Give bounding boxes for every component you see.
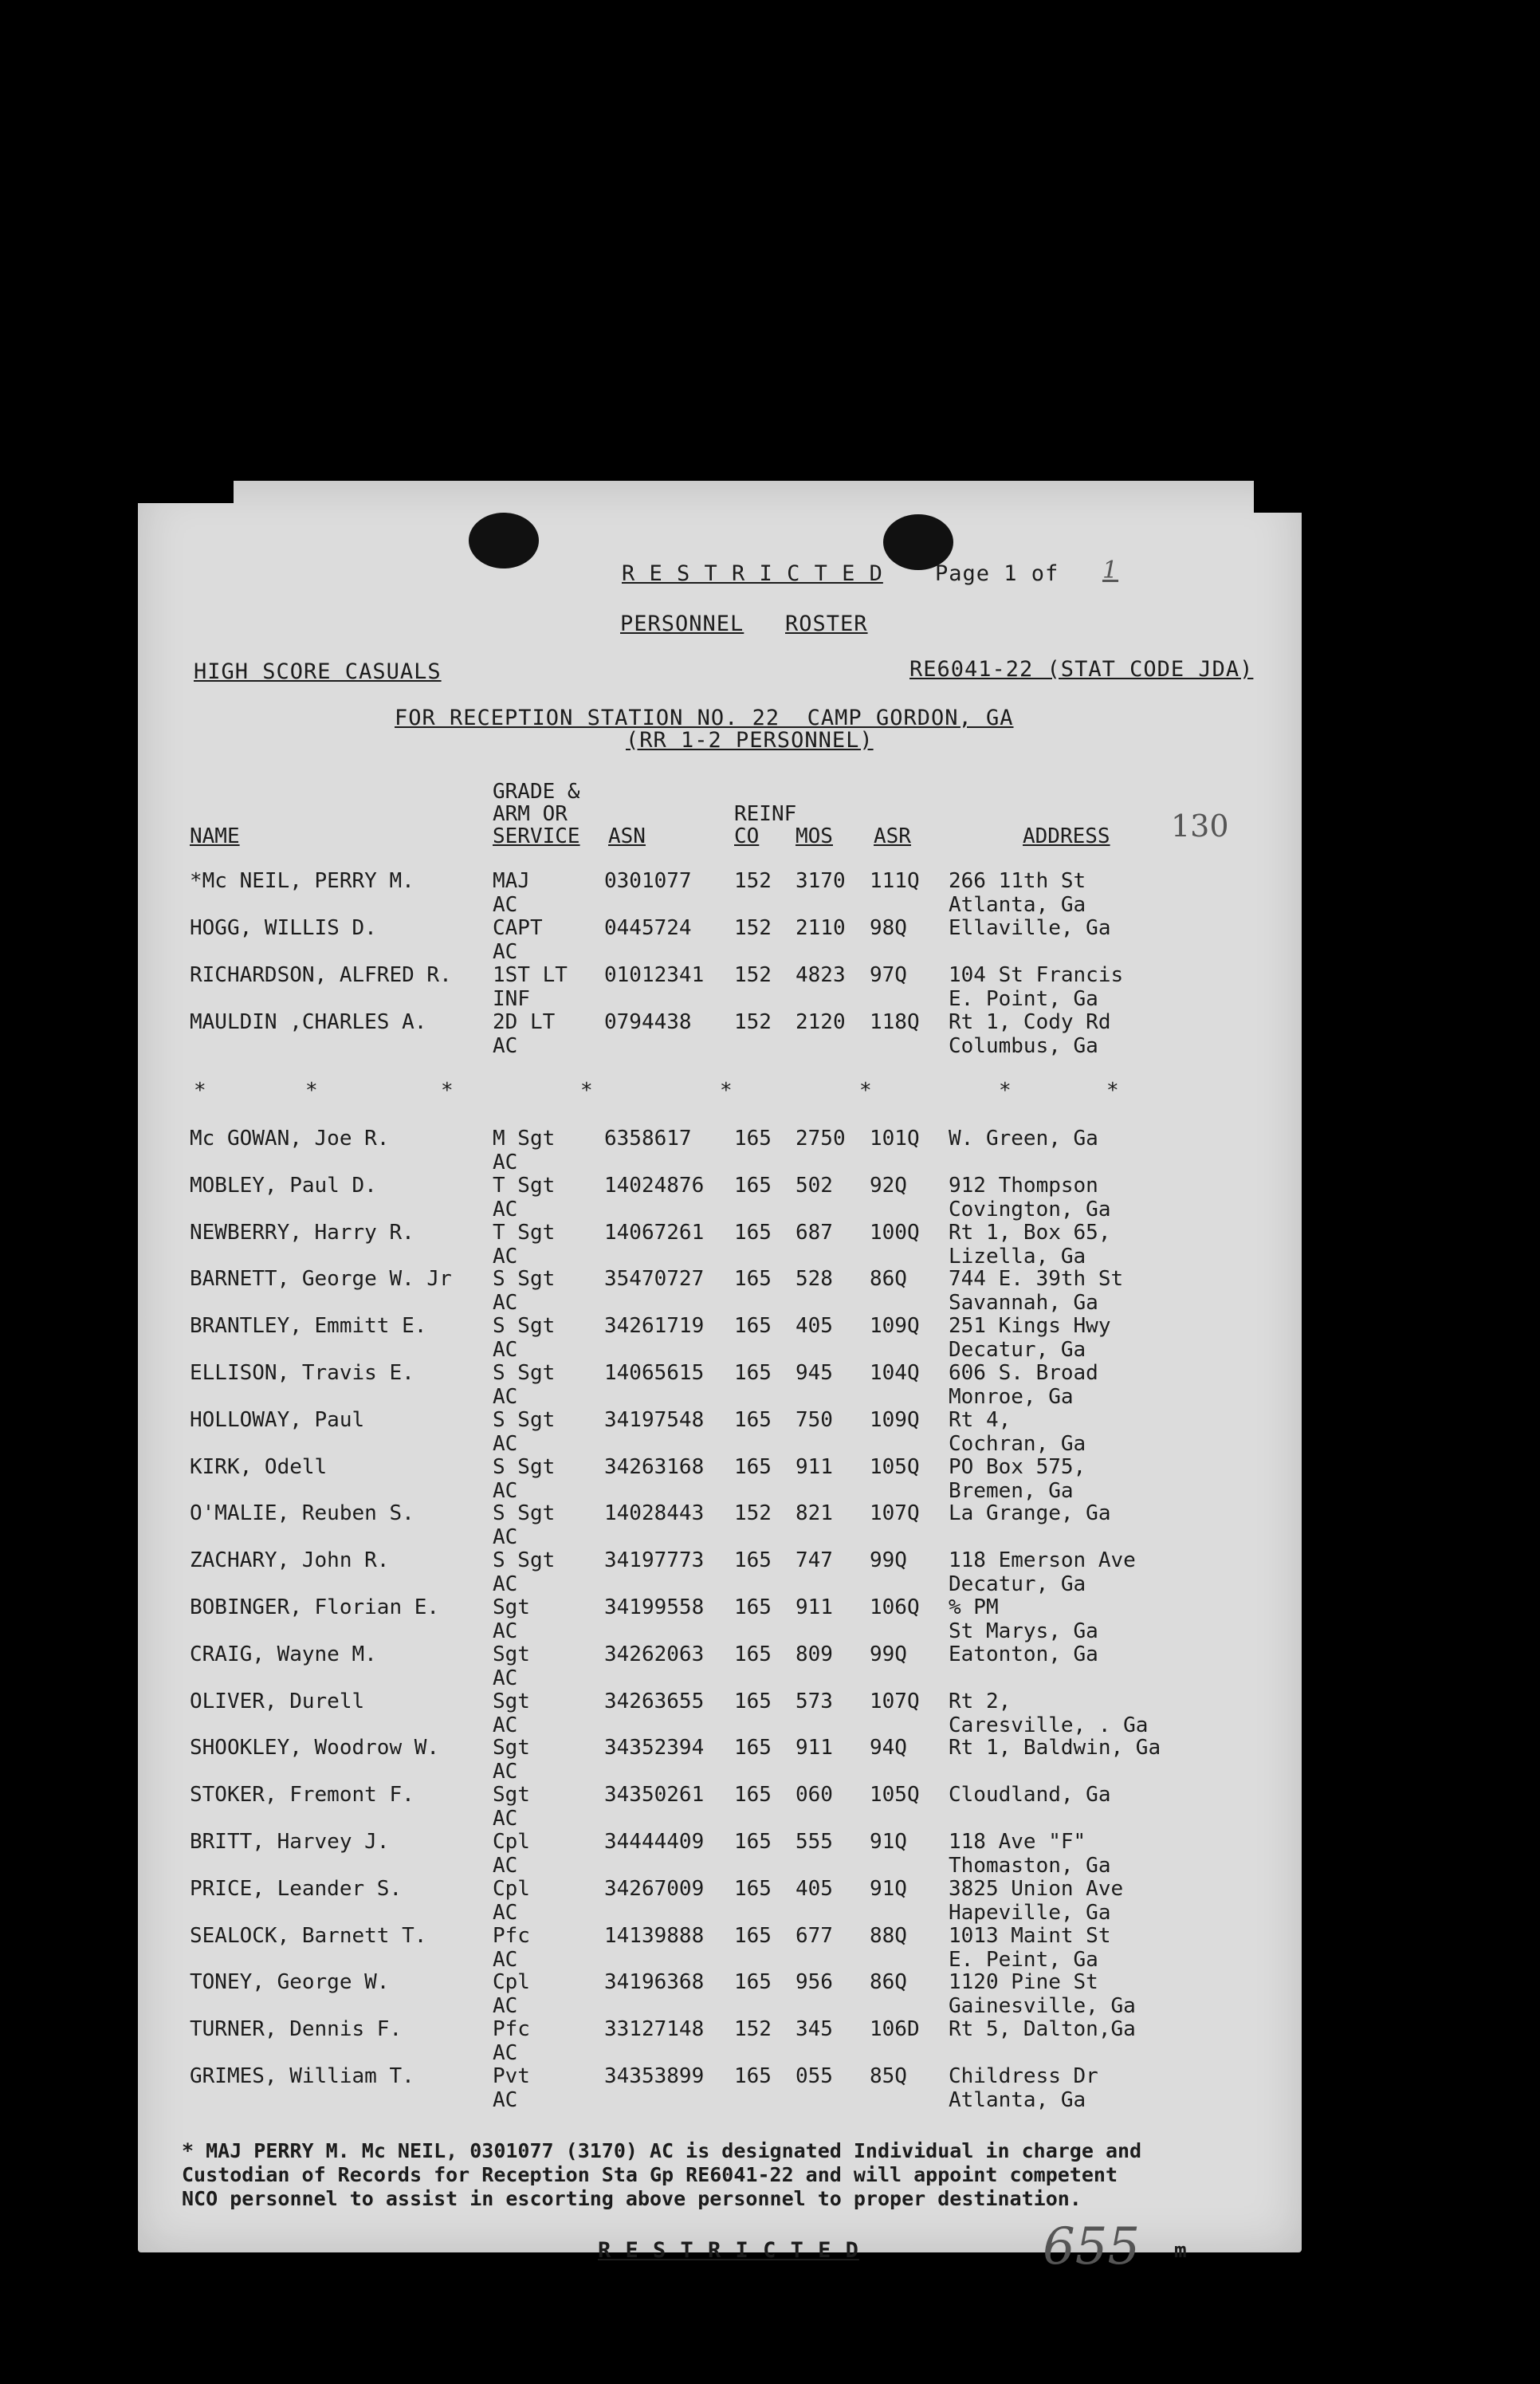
roster-row: [138, 1924, 1302, 1972]
asn-cell: 0445724: [604, 916, 692, 940]
address-line-1: Rt 5, Dalton,Ga: [949, 2017, 1136, 2042]
separator-star: *: [194, 1079, 206, 1103]
address-line-1: Ellaville, Ga: [949, 916, 1111, 940]
mos-cell: 573: [796, 1689, 833, 1713]
arm-cell: INF: [493, 987, 530, 1011]
mos-cell: 809: [796, 1642, 833, 1666]
address-line-2: Columbus, Ga: [949, 1034, 1098, 1058]
asr-cell: 94Q: [870, 1736, 907, 1760]
name-cell: KIRK, Odell: [190, 1454, 328, 1479]
col-asn: ASN: [608, 824, 646, 848]
arm-cell: AC: [493, 1034, 518, 1058]
address-line-1: W. Green, Ga: [949, 1127, 1098, 1151]
mos-cell: 821: [796, 1501, 833, 1526]
page-corner-shadow: [138, 481, 234, 503]
name-cell: OLIVER, Durell: [190, 1689, 365, 1713]
grade-cell: Cpl: [493, 1876, 530, 1901]
address-line-1: PO Box 575,: [949, 1454, 1086, 1479]
asn-cell: 14139888: [604, 1923, 705, 1948]
mos-cell: 956: [796, 1970, 833, 1995]
name-cell: ELLISON, Travis E.: [190, 1361, 414, 1385]
roster-row: [138, 1783, 1302, 1831]
mos-cell: 4823: [796, 963, 846, 987]
address-line-1: 1120 Pine St: [949, 1970, 1098, 1995]
grade-cell: Sgt: [493, 1689, 530, 1713]
co-cell: 165: [734, 1830, 772, 1854]
asn-cell: 34197773: [604, 1548, 705, 1573]
separator-star: *: [1106, 1079, 1119, 1103]
footnote-line-3: NCO personnel to assist in escorting above personnel to proper destination.: [182, 2187, 1082, 2210]
asn-cell: 14067261: [604, 1220, 705, 1245]
grade-cell: S Sgt: [493, 1314, 556, 1339]
grade-cell: T Sgt: [493, 1173, 556, 1198]
roster-row: [138, 1642, 1302, 1690]
co-cell: 165: [734, 1407, 772, 1432]
arm-cell: AC: [493, 1947, 518, 1972]
page-total: 1: [1102, 557, 1119, 584]
asn-cell: 0301077: [604, 869, 692, 893]
name-cell: STOKER, Fremont F.: [190, 1783, 414, 1808]
col-grade-1: GRADE &: [493, 780, 580, 804]
address-line-1: 266 11th St: [949, 869, 1086, 893]
co-cell: 165: [734, 1548, 772, 1573]
asr-cell: 86Q: [870, 1970, 907, 1995]
address-line-1: Rt 1, Cody Rd: [949, 1010, 1111, 1034]
name-cell: CRAIG, Wayne M.: [190, 1642, 377, 1666]
mos-cell: 911: [796, 1595, 833, 1619]
mos-cell: 945: [796, 1361, 833, 1385]
address-line-2: Decatur, Ga: [949, 1338, 1086, 1363]
address-line-2: Savannah, Ga: [949, 1291, 1098, 1316]
roster-row: [138, 1501, 1302, 1549]
title-personnel: PERSONNEL: [620, 612, 744, 636]
address-line-1: Rt 1, Baldwin, Ga: [949, 1736, 1161, 1760]
roster-row: [138, 1127, 1302, 1174]
roster-row: [138, 1314, 1302, 1362]
address-line-1: 118 Ave "F": [949, 1830, 1086, 1854]
address-line-1: La Grange, Ga: [949, 1501, 1111, 1526]
address-line-1: % PM: [949, 1595, 999, 1619]
grade-cell: Pvt: [493, 2064, 530, 2088]
footnote-line-1: * MAJ PERRY M. Mc NEIL, 0301077 (3170) AC is designated Individual in charge and: [182, 2139, 1142, 2162]
co-cell: 152: [734, 1501, 772, 1526]
grade-cell: 2D LT: [493, 1010, 556, 1034]
grade-cell: Sgt: [493, 1783, 530, 1808]
grade-cell: S Sgt: [493, 1501, 556, 1526]
grade-cell: CAPT: [493, 916, 543, 940]
roster-row: [138, 1595, 1302, 1643]
co-cell: 165: [734, 1923, 772, 1948]
name-cell: SEALOCK, Barnett T.: [190, 1923, 427, 1948]
co-cell: 165: [734, 1314, 772, 1339]
asr-cell: 85Q: [870, 2064, 907, 2088]
group-name: HIGH SCORE CASUALS: [194, 659, 442, 684]
classification-top: R E S T R I C T E D: [622, 561, 883, 586]
asn-cell: 0794438: [604, 1010, 692, 1034]
mos-cell: 502: [796, 1173, 833, 1198]
name-cell: GRIMES, William T.: [190, 2064, 414, 2088]
asr-cell: 118Q: [870, 1010, 920, 1034]
separator-star: *: [720, 1079, 733, 1103]
co-cell: 165: [734, 1783, 772, 1808]
arm-cell: AC: [493, 1151, 518, 1174]
address-line-2: Caresville, . Ga: [949, 1713, 1149, 1737]
roster-row: [138, 2017, 1302, 2065]
asr-cell: 105Q: [870, 1783, 920, 1808]
arm-cell: AC: [493, 1291, 518, 1316]
co-cell: 152: [734, 916, 772, 940]
name-cell: RICHARDSON, ALFRED R.: [190, 963, 452, 987]
asn-cell: 34262063: [604, 1642, 705, 1666]
address-line-2: Gainesville, Ga: [949, 1994, 1136, 2019]
name-cell: HOGG, WILLIS D.: [190, 916, 377, 940]
arm-cell: AC: [493, 1338, 518, 1363]
name-cell: Mc GOWAN, Joe R.: [190, 1127, 390, 1151]
grade-cell: T Sgt: [493, 1220, 556, 1245]
asn-cell: 14024876: [604, 1173, 705, 1198]
grade-cell: Pfc: [493, 2017, 530, 2042]
asr-cell: 107Q: [870, 1689, 920, 1713]
co-cell: 165: [734, 1689, 772, 1713]
name-cell: TURNER, Dennis F.: [190, 2017, 403, 2042]
mos-cell: 528: [796, 1267, 833, 1292]
asr-cell: 99Q: [870, 1548, 907, 1573]
arm-cell: AC: [493, 1525, 518, 1550]
asr-cell: 100Q: [870, 1220, 920, 1245]
roster-page: [138, 481, 1302, 2276]
name-cell: HOLLOWAY, Paul: [190, 1407, 365, 1432]
grade-cell: S Sgt: [493, 1407, 556, 1432]
grade-cell: Sgt: [493, 1736, 530, 1760]
grade-cell: S Sgt: [493, 1454, 556, 1479]
separator-star: *: [999, 1079, 1012, 1103]
asr-cell: 109Q: [870, 1407, 920, 1432]
address-line-1: 251 Kings Hwy: [949, 1314, 1111, 1339]
asr-cell: 105Q: [870, 1454, 920, 1479]
separator-star: *: [441, 1079, 454, 1103]
mos-cell: 2110: [796, 916, 846, 940]
asr-cell: 92Q: [870, 1173, 907, 1198]
address-line-2: E. Peint, Ga: [949, 1947, 1098, 1972]
arm-cell: AC: [493, 2041, 518, 2066]
arm-cell: AC: [493, 1666, 518, 1690]
grade-cell: M Sgt: [493, 1127, 556, 1151]
asn-cell: 14065615: [604, 1361, 705, 1385]
footnote-line-2: Custodian of Records for Reception Sta Gp RE6041-22 and will appoint competent: [182, 2163, 1118, 2186]
asn-cell: 14028443: [604, 1501, 705, 1526]
grade-cell: S Sgt: [493, 1267, 556, 1292]
address-line-1: 912 Thompson: [949, 1173, 1098, 1198]
co-cell: 165: [734, 2064, 772, 2088]
grade-cell: 1ST LT: [493, 963, 568, 987]
arm-cell: AC: [493, 1478, 518, 1503]
co-cell: 152: [734, 963, 772, 987]
address-line-2: St Marys, Ga: [949, 1619, 1098, 1643]
destination: FOR RECEPTION STATION NO. 22 CAMP GORDON, GA: [395, 706, 1014, 730]
arm-cell: AC: [493, 1900, 518, 1925]
mos-cell: 3170: [796, 869, 846, 893]
asr-cell: 104Q: [870, 1361, 920, 1385]
roster-row: [138, 2064, 1302, 2112]
name-cell: BRANTLEY, Emmitt E.: [190, 1314, 427, 1339]
col-address: ADDRESS: [1023, 824, 1110, 848]
address-line-2: E. Point, Ga: [949, 987, 1098, 1011]
asr-cell: 111Q: [870, 869, 920, 893]
address-line-1: 744 E. 39th St: [949, 1267, 1124, 1292]
asr-cell: 97Q: [870, 963, 907, 987]
arm-cell: AC: [493, 1385, 518, 1409]
roster-row: [138, 1877, 1302, 1925]
asn-cell: 33127148: [604, 2017, 705, 2042]
arm-cell: AC: [493, 1994, 518, 2019]
punch-hole-icon: [469, 513, 539, 568]
asr-cell: 88Q: [870, 1923, 907, 1948]
arm-cell: AC: [493, 1619, 518, 1643]
asr-cell: 91Q: [870, 1830, 907, 1854]
co-cell: 165: [734, 1595, 772, 1619]
roster-row: [138, 1548, 1302, 1596]
grade-cell: S Sgt: [493, 1361, 556, 1385]
roster-row: [138, 1361, 1302, 1409]
asn-cell: 34350261: [604, 1783, 705, 1808]
asn-cell: 01012341: [604, 963, 705, 987]
title-roster: ROSTER: [785, 612, 868, 636]
grade-cell: S Sgt: [493, 1548, 556, 1573]
asr-cell: 107Q: [870, 1501, 920, 1526]
address-line-1: Cloudland, Ga: [949, 1783, 1111, 1808]
separator-star: *: [305, 1079, 318, 1103]
page-mark: m: [1174, 2239, 1187, 2263]
mos-cell: 405: [796, 1314, 833, 1339]
asr-cell: 91Q: [870, 1876, 907, 1901]
co-cell: 165: [734, 1642, 772, 1666]
separator-star: *: [859, 1079, 872, 1103]
asn-cell: 34444409: [604, 1830, 705, 1854]
asn-cell: 35470727: [604, 1267, 705, 1292]
mos-cell: 2750: [796, 1127, 846, 1151]
address-line-2: Covington, Ga: [949, 1197, 1111, 1222]
name-cell: BRITT, Harvey J.: [190, 1830, 390, 1854]
handwritten-number: 655: [1043, 2217, 1141, 2276]
col-reinf: REINF: [734, 802, 797, 826]
asn-cell: 34196368: [604, 1970, 705, 1995]
asr-cell: 99Q: [870, 1642, 907, 1666]
address-line-2: Cochran, Ga: [949, 1431, 1086, 1456]
roster-row: [138, 1736, 1302, 1784]
roster-row: [138, 1174, 1302, 1222]
mos-cell: 405: [796, 1876, 833, 1901]
co-cell: 152: [734, 869, 772, 893]
arm-cell: AC: [493, 1713, 518, 1737]
roster-row: [138, 1690, 1302, 1737]
mos-cell: 750: [796, 1407, 833, 1432]
mos-cell: 747: [796, 1548, 833, 1573]
asn-cell: 6358617: [604, 1127, 692, 1151]
asn-cell: 34199558: [604, 1595, 705, 1619]
roster-row: [138, 869, 1302, 917]
col-asr: ASR: [874, 824, 911, 848]
asr-cell: 86Q: [870, 1267, 907, 1292]
grade-cell: Sgt: [493, 1595, 530, 1619]
mos-cell: 687: [796, 1220, 833, 1245]
arm-cell: AC: [493, 1431, 518, 1456]
col-name: NAME: [190, 824, 240, 848]
address-line-1: 606 S. Broad: [949, 1361, 1098, 1385]
mos-cell: 555: [796, 1830, 833, 1854]
roster-row: [138, 1830, 1302, 1878]
arm-cell: AC: [493, 940, 518, 964]
roster-row: [138, 1010, 1302, 1058]
address-line-2: Bremen, Ga: [949, 1478, 1074, 1503]
co-cell: 165: [734, 1454, 772, 1479]
address-line-2: Monroe, Ga: [949, 1385, 1074, 1409]
roster-row: [138, 1455, 1302, 1503]
col-grade-3: SERVICE: [493, 824, 580, 848]
co-cell: 165: [734, 1970, 772, 1995]
address-line-2: Hapeville, Ga: [949, 1900, 1111, 1925]
address-line-2: Atlanta, Ga: [949, 893, 1086, 917]
mos-cell: 911: [796, 1736, 833, 1760]
name-cell: SHOOKLEY, Woodrow W.: [190, 1736, 440, 1760]
arm-cell: AC: [493, 1197, 518, 1222]
asn-cell: 34263655: [604, 1689, 705, 1713]
mos-cell: 2120: [796, 1010, 846, 1034]
roster-row: [138, 916, 1302, 964]
address-line-2: Atlanta, Ga: [949, 2088, 1086, 2112]
address-line-1: Childress Dr: [949, 2064, 1098, 2088]
grade-cell: Cpl: [493, 1830, 530, 1854]
co-cell: 152: [734, 1010, 772, 1034]
address-line-1: Rt 4,: [949, 1407, 1012, 1432]
address-line-1: 118 Emerson Ave: [949, 1548, 1136, 1573]
roster-row: [138, 1970, 1302, 2018]
page-corner-shadow: [1254, 481, 1302, 513]
subtitle: (RR 1-2 PERSONNEL): [626, 728, 874, 753]
roster-row: [138, 1267, 1302, 1315]
mos-cell: 060: [796, 1783, 833, 1808]
separator-star: *: [580, 1079, 593, 1103]
arm-cell: AC: [493, 1760, 518, 1784]
address-line-1: 1013 Maint St: [949, 1923, 1111, 1948]
address-line-2: Decatur, Ga: [949, 1572, 1086, 1597]
name-cell: O'MALIE, Reuben S.: [190, 1501, 414, 1526]
asr-cell: 109Q: [870, 1314, 920, 1339]
co-cell: 165: [734, 1876, 772, 1901]
co-cell: 165: [734, 1736, 772, 1760]
name-cell: BOBINGER, Florian E.: [190, 1595, 440, 1619]
address-line-1: 3825 Union Ave: [949, 1876, 1124, 1901]
name-cell: ZACHARY, John R.: [190, 1548, 390, 1573]
address-line-1: 104 St Francis: [949, 963, 1124, 987]
name-cell: BARNETT, George W. Jr: [190, 1267, 452, 1292]
asr-cell: 98Q: [870, 916, 907, 940]
arm-cell: AC: [493, 893, 518, 917]
name-cell: MAULDIN ,CHARLES A.: [190, 1010, 427, 1034]
address-line-1: Rt 1, Box 65,: [949, 1220, 1111, 1245]
roster-row: [138, 963, 1302, 1011]
asn-cell: 34352394: [604, 1736, 705, 1760]
address-line-1: Rt 2,: [949, 1689, 1012, 1713]
page-label: Page 1 of: [935, 561, 1059, 586]
roster-row: [138, 1408, 1302, 1456]
grade-cell: MAJ: [493, 869, 530, 893]
asn-cell: 34353899: [604, 2064, 705, 2088]
mos-cell: 911: [796, 1454, 833, 1479]
grade-cell: Cpl: [493, 1970, 530, 1995]
grade-cell: Pfc: [493, 1923, 530, 1948]
grade-cell: Sgt: [493, 1642, 530, 1666]
asn-cell: 34263168: [604, 1454, 705, 1479]
name-cell: NEWBERRY, Harry R.: [190, 1220, 414, 1245]
name-cell: TONEY, George W.: [190, 1970, 390, 1995]
co-cell: 165: [734, 1220, 772, 1245]
mos-cell: 677: [796, 1923, 833, 1948]
roster-row: [138, 1221, 1302, 1269]
co-cell: 165: [734, 1361, 772, 1385]
arm-cell: AC: [493, 1854, 518, 1878]
arm-cell: AC: [493, 1244, 518, 1269]
address-line-2: Lizella, Ga: [949, 1244, 1086, 1269]
asr-cell: 106Q: [870, 1595, 920, 1619]
co-cell: 165: [734, 1127, 772, 1151]
asn-cell: 34267009: [604, 1876, 705, 1901]
mos-cell: 345: [796, 2017, 833, 2042]
asr-cell: 106D: [870, 2017, 920, 2042]
col-co: CO: [734, 824, 760, 848]
asn-cell: 34197548: [604, 1407, 705, 1432]
col-mos: MOS: [796, 824, 833, 848]
address-line-1: Eatonton, Ga: [949, 1642, 1098, 1666]
arm-cell: AC: [493, 2088, 518, 2112]
co-cell: 165: [734, 1267, 772, 1292]
name-cell: PRICE, Leander S.: [190, 1876, 403, 1901]
mos-cell: 055: [796, 2064, 833, 2088]
group-code: RE6041-22 (STAT CODE JDA): [909, 657, 1254, 682]
arm-cell: AC: [493, 1572, 518, 1597]
name-cell: *Mc NEIL, PERRY M.: [190, 869, 414, 893]
co-cell: 152: [734, 2017, 772, 2042]
co-cell: 165: [734, 1173, 772, 1198]
address-line-2: Thomaston, Ga: [949, 1854, 1111, 1878]
col-grade-2: ARM OR: [493, 802, 568, 826]
asn-cell: 34261719: [604, 1314, 705, 1339]
arm-cell: AC: [493, 1807, 518, 1831]
classification-bottom: R E S T R I C T E D: [598, 2238, 859, 2263]
name-cell: MOBLEY, Paul D.: [190, 1173, 377, 1198]
stamp-number: 130: [1171, 808, 1229, 844]
asr-cell: 101Q: [870, 1127, 920, 1151]
